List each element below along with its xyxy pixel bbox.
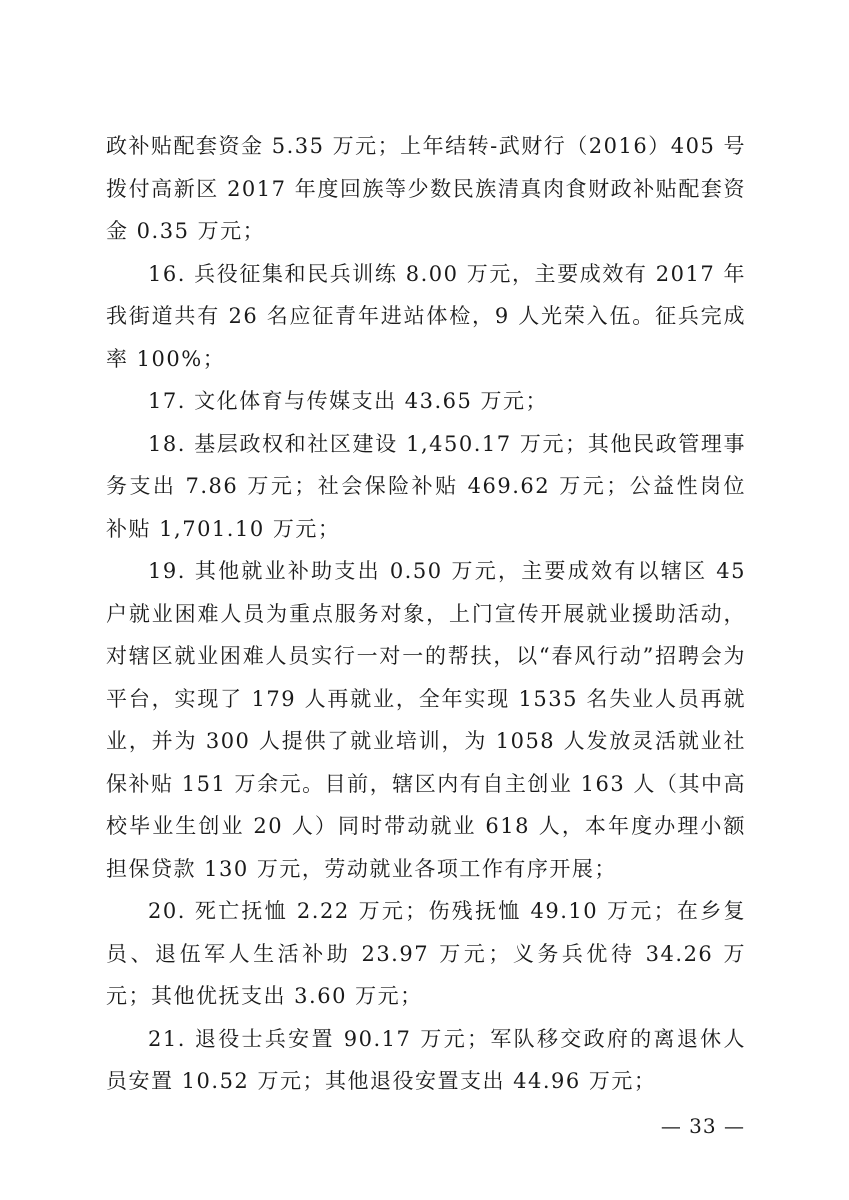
page-number: — 33 —	[660, 1114, 745, 1138]
paragraph-item-16: 16. 兵役征集和民兵训练 8.00 万元，主要成效有 2017 年我街道共有 26 名应征青年进站体检，9 人光荣入伍。征兵完成率 100%；	[106, 261, 746, 371]
paragraph-item-17: 17. 文化体育与传媒支出 43.65 万元；	[148, 389, 549, 413]
paragraph-item-18: 18. 基层政权和社区建设 1,450.17 万元；其他民政管理事务支出 7.86 万元；社会保险补贴 469.62 万元；公益性岗位补贴 1,701.10 万元；	[106, 431, 746, 541]
body-text	[106, 125, 746, 1103]
paragraph-item-20: 20. 死亡抚恤 2.22 万元；伤残抚恤 49.10 万元；在乡复员、退伍军人生活补助 23.97 万元；义务兵优待 34.26 万元；其他优抚支出 3.60 万元；	[106, 899, 746, 1008]
paragraph-carryover: 政补贴配套资金 5.35 万元；上年结转-武财行（2016）405 号拨付高新区 2017 年度回族等少数民族清真肉食财政补贴配套资金 0.35 万元；	[106, 134, 746, 243]
paragraph-item-21: 21. 退役士兵安置 90.17 万元；军队移交政府的离退休人员安置 10.52 万元；其他退役安置支出 44.96 万元；	[106, 1026, 746, 1093]
paragraph-item-19: 19. 其他就业补助支出 0.50 万元，主要成效有以辖区 45 户就业困难人员为重点服务对象，上门宣传开展就业援助活动，对辖区就业困难人员实行一对一的帮扶，以“春风行动”招聘会为平台，实现了 179 人再就业，全年实现 1535 名失业人员再就业，并为 300 人提供了就业培训，为 1058 人发放灵活就业社保补贴 151 万余元。目前，辖区内有自主创业 163 人（其中高校毕业生创业 20 人）同时带动就业 618 人，本年度办理小额担保贷款 130 万元，劳动就业各项工作有序开展；	[106, 559, 746, 881]
